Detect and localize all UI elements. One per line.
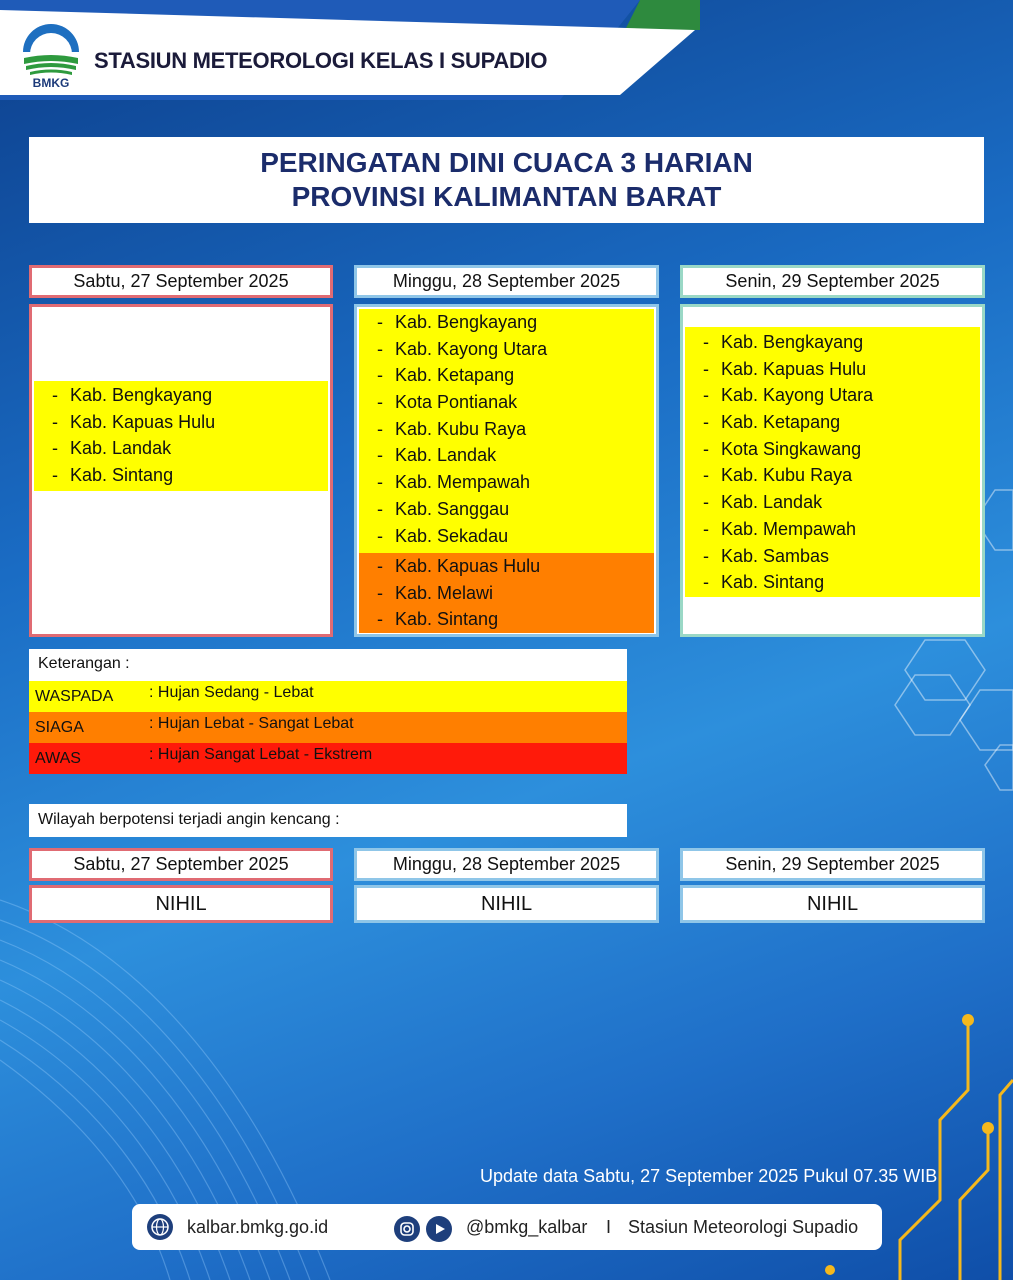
legend-level: AWAS — [35, 750, 81, 767]
wind-value-senin: NIHIL — [680, 885, 985, 923]
day-header-minggu: Minggu, 28 September 2025 — [354, 265, 659, 298]
legend-level: WASPADA — [35, 688, 114, 705]
day-header-sabtu: Sabtu, 27 September 2025 — [29, 265, 333, 298]
legend-row-siaga — [29, 712, 627, 743]
wind-day-header-sabtu: Sabtu, 27 September 2025 — [29, 848, 333, 881]
list-item: - Kab. Landak — [52, 438, 172, 459]
wind-value-sabtu: NIHIL — [29, 885, 333, 923]
bmkg-logo-text: BMKG — [32, 76, 70, 90]
instagram-icon[interactable] — [394, 1216, 420, 1242]
website-link[interactable]: kalbar.bmkg.go.id — [187, 1217, 329, 1237]
globe-icon[interactable] — [147, 1214, 173, 1240]
list-item: - Kab. Kapuas Hulu — [703, 358, 867, 379]
wind-day-header-senin: Senin, 29 September 2025 — [680, 848, 985, 881]
list-item: - Kota Singkawang — [703, 438, 862, 459]
footer-separator: I — [606, 1217, 612, 1237]
legend — [29, 649, 627, 773]
list-item: - Kab. Bengkayang — [377, 312, 538, 332]
wind-value-minggu: NIHIL — [354, 885, 659, 923]
list-item: - Kab. Kapuas Hulu — [377, 556, 541, 576]
footer-bar — [132, 1204, 882, 1250]
legend-heading: Keterangan : — [29, 649, 627, 681]
list-item: - Kab. Ketapang — [703, 412, 841, 433]
social-handle[interactable]: @bmkg_kalbar — [466, 1217, 588, 1237]
list-item: - Kab. Kayong Utara — [377, 338, 548, 359]
list-item: - Kab. Landak — [703, 492, 823, 513]
day-panel-sabtu — [29, 304, 333, 637]
list-item: - Kab. Bengkayang — [703, 332, 864, 352]
list-item: - Kab. Sintang — [52, 465, 174, 486]
legend-desc: : Hujan Sangat Lebat - Ekstrem — [149, 746, 373, 763]
list-item: - Kab. Sintang — [703, 572, 825, 593]
station-title: STASIUN METEOROLOGI KELAS I SUPADIO — [94, 48, 548, 73]
legend-row-awas — [29, 743, 627, 774]
waspada-block — [34, 381, 328, 491]
list-item: - Kab. Mempawah — [377, 472, 531, 493]
footer-station: Stasiun Meteorologi Supadio — [628, 1217, 859, 1237]
list-item: - Kab. Bengkayang — [52, 385, 213, 405]
day-panel-senin — [680, 304, 985, 637]
title-line-2: PROVINSI KALIMANTAN BARAT — [291, 181, 722, 212]
legend-desc: : Hujan Lebat - Sangat Lebat — [149, 715, 354, 732]
list-item: - Kota Pontianak — [377, 392, 518, 413]
list-item: - Kab. Sintang — [377, 609, 499, 630]
wind-day-header-minggu: Minggu, 28 September 2025 — [354, 848, 659, 881]
list-item: - Kab. Mempawah — [703, 518, 857, 539]
update-text: Update data Sabtu, 27 September 2025 Pukul 07.35 WIB — [480, 1166, 938, 1186]
title-line-1: PERINGATAN DINI CUACA 3 HARIAN — [260, 147, 753, 178]
legend-desc: : Hujan Sedang - Lebat — [149, 684, 314, 701]
list-item: - Kab. Ketapang — [377, 365, 515, 386]
day-header-senin: Senin, 29 September 2025 — [680, 265, 985, 298]
list-item: - Kab. Kapuas Hulu — [52, 411, 216, 432]
siaga-block — [359, 553, 654, 633]
list-item: - Kab. Melawi — [377, 582, 494, 603]
list-item: - Kab. Sambas — [703, 545, 830, 566]
waspada-block — [359, 309, 654, 553]
waspada-block — [685, 327, 980, 597]
wind-label: Wilayah berpotensi terjadi angin kencang : — [29, 804, 627, 837]
list-item: - Kab. Landak — [377, 445, 497, 466]
day-panel-minggu — [354, 304, 659, 637]
page-title — [29, 137, 984, 223]
youtube-icon[interactable] — [426, 1216, 452, 1242]
legend-level: SIAGA — [35, 719, 84, 736]
list-item: - Kab. Sanggau — [377, 498, 510, 519]
list-item: - Kab. Kubu Raya — [703, 465, 853, 486]
list-item: - Kab. Kayong Utara — [703, 385, 874, 406]
list-item: - Kab. Sekadau — [377, 525, 509, 546]
list-item: - Kab. Kubu Raya — [377, 418, 527, 439]
legend-row-waspada — [29, 681, 627, 712]
